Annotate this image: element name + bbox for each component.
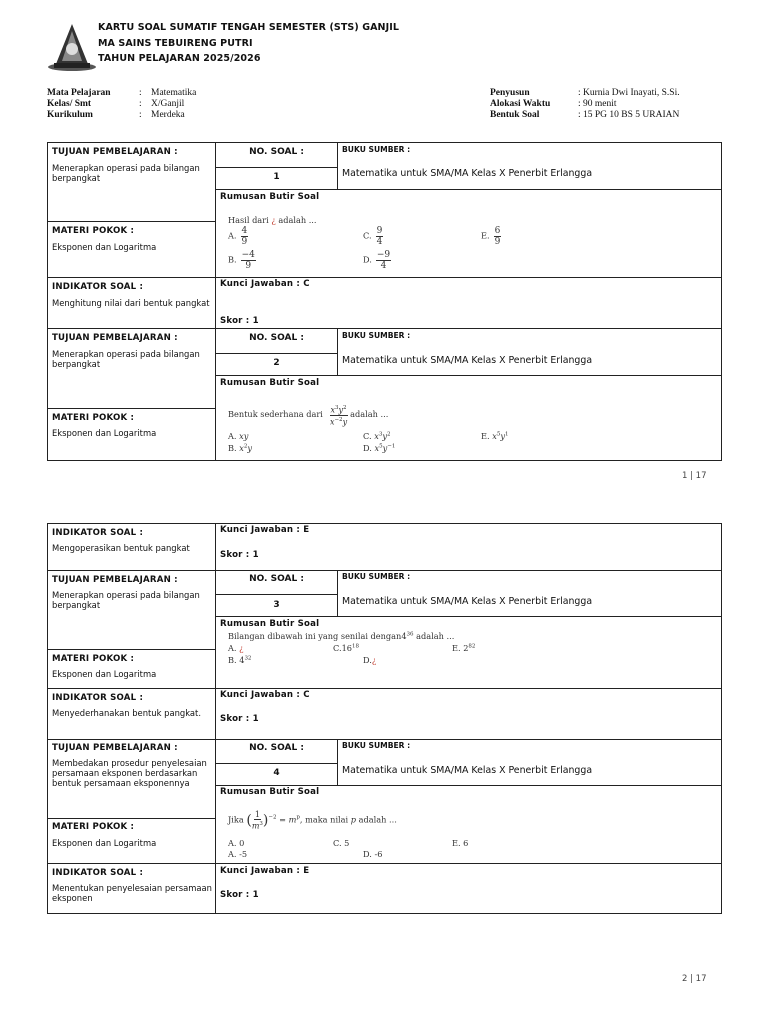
no-soal-value: 2 bbox=[273, 358, 280, 368]
kunci-jawaban: Kunci Jawaban : E bbox=[220, 525, 310, 535]
tujuan-label: TUJUAN PEMBELAJARAN : bbox=[52, 743, 178, 753]
tujuan-label: TUJUAN PEMBELAJARAN : bbox=[52, 575, 178, 585]
option-d: D. $x^5y^{-1}$ bbox=[363, 443, 396, 453]
question-3-stem: Bilangan dibawah ini yang senilai $dengan4^{36}$ adalah ... bbox=[228, 631, 455, 641]
option-e: E. $\frac{6}{9}$ bbox=[481, 226, 501, 247]
option-d: D.¿ bbox=[363, 655, 377, 665]
colon: : bbox=[139, 88, 142, 98]
no-soal-label: NO. SOAL : bbox=[249, 574, 304, 584]
header-title-2: MA SAINS TEBUIRENG PUTRI bbox=[98, 38, 253, 49]
option-e: E. 6 bbox=[452, 838, 469, 848]
school-logo bbox=[46, 21, 98, 73]
buku-sumber-value: Matematika untuk SMA/MA Kelas X Penerbit Erlangga bbox=[342, 765, 593, 776]
question-1-stem: Hasil dari ¿ adalah ... bbox=[228, 215, 317, 225]
option-a: A. ¿ bbox=[228, 643, 244, 653]
tujuan-text: Membedakan prosedur penyelesaian persamaan eksponen berdasarkan bentuk persamaan eksponennya bbox=[52, 758, 207, 788]
no-soal-value: 4 bbox=[273, 768, 280, 778]
indikator-text: Menghitung nilai dari bentuk pangkat bbox=[52, 298, 210, 308]
option-c: $C.16^{18}$ bbox=[333, 643, 359, 653]
materi-text: Eksponen dan Logaritma bbox=[52, 428, 157, 438]
tujuan-label: TUJUAN PEMBELAJARAN : bbox=[52, 333, 178, 343]
option-c: C. $\frac{9}{4}$ bbox=[363, 226, 383, 247]
buku-sumber-label: BUKU SUMBER : bbox=[342, 572, 411, 581]
penyusun-label: Penyusun bbox=[490, 88, 530, 98]
option-a-alt: A. -5 bbox=[228, 849, 248, 859]
option-c: C. $x^3y^2$ bbox=[363, 431, 391, 441]
skor: Skor : 1 bbox=[220, 890, 259, 900]
option-a: A. $\frac{4}{9}$ bbox=[228, 226, 248, 247]
skor: Skor : 1 bbox=[220, 550, 259, 560]
skor: Skor : 1 bbox=[220, 316, 259, 326]
mapel-label: Mata Pelajaran bbox=[47, 88, 111, 98]
option-b: B. $\frac{-4}{9}$ bbox=[228, 250, 255, 271]
indikator-label: INDIKATOR SOAL : bbox=[52, 528, 144, 538]
no-soal-value: 1 bbox=[273, 172, 280, 182]
tujuan-text: Menerapkan operasi pada bilangan berpangkat bbox=[52, 349, 200, 369]
kurikulum-value: Merdeka bbox=[151, 110, 185, 120]
option-a: A. 0 bbox=[228, 838, 245, 848]
kunci-jawaban: Kunci Jawaban : C bbox=[220, 279, 310, 289]
option-d: D. $\frac{-9}{4}$ bbox=[363, 250, 391, 271]
alokasi-value: : 90 menit bbox=[578, 99, 617, 109]
question-4-stem: Jika ( $\frac{1}{m^3}$ )$^{-2} = m^p$, maka nilai p adalah ... bbox=[228, 810, 397, 831]
option-e: E. $2^{82}$ bbox=[452, 643, 476, 653]
buku-sumber-value: Matematika untuk SMA/MA Kelas X Penerbit Erlangga bbox=[342, 355, 593, 366]
kunci-jawaban: Kunci Jawaban : C bbox=[220, 690, 310, 700]
kelas-value: X/Ganjil bbox=[151, 99, 185, 109]
option-e: E. $x^5y^1$ bbox=[481, 431, 509, 441]
kurikulum-label: Kurikulum bbox=[47, 110, 93, 120]
no-soal-value: 3 bbox=[273, 600, 280, 610]
materi-label: MATERI POKOK : bbox=[52, 226, 135, 236]
tujuan-text: Menerapkan operasi pada bilangan berpangkat bbox=[52, 590, 200, 610]
materi-label: MATERI POKOK : bbox=[52, 413, 135, 423]
mapel-value: Matematika bbox=[151, 88, 197, 98]
option-a: A. xy bbox=[228, 431, 249, 441]
colon: : bbox=[139, 110, 142, 120]
indikator-text: Menentukan penyelesaian persamaan eksponen bbox=[52, 883, 212, 903]
materi-label: MATERI POKOK : bbox=[52, 654, 135, 664]
option-d: D. -6 bbox=[363, 849, 383, 859]
buku-sumber-label: BUKU SUMBER : bbox=[342, 331, 411, 340]
no-soal-label: NO. SOAL : bbox=[249, 743, 304, 753]
buku-sumber-label: BUKU SUMBER : bbox=[342, 741, 411, 750]
indikator-text: Menyederhanakan bentuk pangkat. bbox=[52, 708, 201, 718]
materi-text: Eksponen dan Logaritma bbox=[52, 838, 157, 848]
kunci-jawaban: Kunci Jawaban : E bbox=[220, 866, 310, 876]
tujuan-text: Menerapkan operasi pada bilangan berpangkat bbox=[52, 163, 200, 183]
indikator-label: INDIKATOR SOAL : bbox=[52, 282, 144, 292]
indikator-text: Mengoperasikan bentuk pangkat bbox=[52, 543, 190, 553]
colon: : bbox=[139, 99, 142, 109]
header-title-3: TAHUN PELAJARAN 2025/2026 bbox=[98, 53, 261, 64]
skor: Skor : 1 bbox=[220, 714, 259, 724]
indikator-label: INDIKATOR SOAL : bbox=[52, 693, 144, 703]
indikator-label: INDIKATOR SOAL : bbox=[52, 868, 144, 878]
header-title-1: KARTU SOAL SUMATIF TENGAH SEMESTER (STS) GANJIL bbox=[98, 22, 400, 33]
penyusun-value: : Kurnia Dwi Inayati, S.Si. bbox=[578, 88, 680, 98]
no-soal-label: NO. SOAL : bbox=[249, 147, 304, 157]
bentuk-value: : 15 PG 10 BS 5 URAIAN bbox=[578, 110, 680, 120]
materi-label: MATERI POKOK : bbox=[52, 822, 135, 832]
kelas-label: Kelas/ Smt bbox=[47, 99, 92, 109]
alokasi-label: Alokasi Waktu bbox=[490, 99, 551, 109]
no-soal-label: NO. SOAL : bbox=[249, 333, 304, 343]
page-number: 2 | 17 bbox=[682, 974, 707, 984]
rumusan-label: Rumusan Butir Soal bbox=[220, 192, 320, 202]
rumusan-label: Rumusan Butir Soal bbox=[220, 787, 320, 797]
buku-sumber-value: Matematika untuk SMA/MA Kelas X Penerbit Erlangga bbox=[342, 596, 593, 607]
option-b: B. $4^{32}$ bbox=[228, 655, 252, 665]
bentuk-label: Bentuk Soal bbox=[490, 110, 540, 120]
question-2-stem: Bentuk sederhana dari $\frac{x^3y^2}{x^{-2}y}$ adalah ... bbox=[228, 405, 389, 427]
tujuan-label: TUJUAN PEMBELAJARAN : bbox=[52, 147, 178, 157]
page-number: 1 | 17 bbox=[682, 471, 707, 481]
option-c: C. 5 bbox=[333, 838, 350, 848]
materi-text: Eksponen dan Logaritma bbox=[52, 242, 157, 252]
materi-text: Eksponen dan Logaritma bbox=[52, 669, 157, 679]
option-b: B. $x^2y$ bbox=[228, 443, 252, 453]
rumusan-label: Rumusan Butir Soal bbox=[220, 378, 320, 388]
buku-sumber-label: BUKU SUMBER : bbox=[342, 145, 411, 154]
rumusan-label: Rumusan Butir Soal bbox=[220, 619, 320, 629]
buku-sumber-value: Matematika untuk SMA/MA Kelas X Penerbit Erlangga bbox=[342, 168, 593, 179]
